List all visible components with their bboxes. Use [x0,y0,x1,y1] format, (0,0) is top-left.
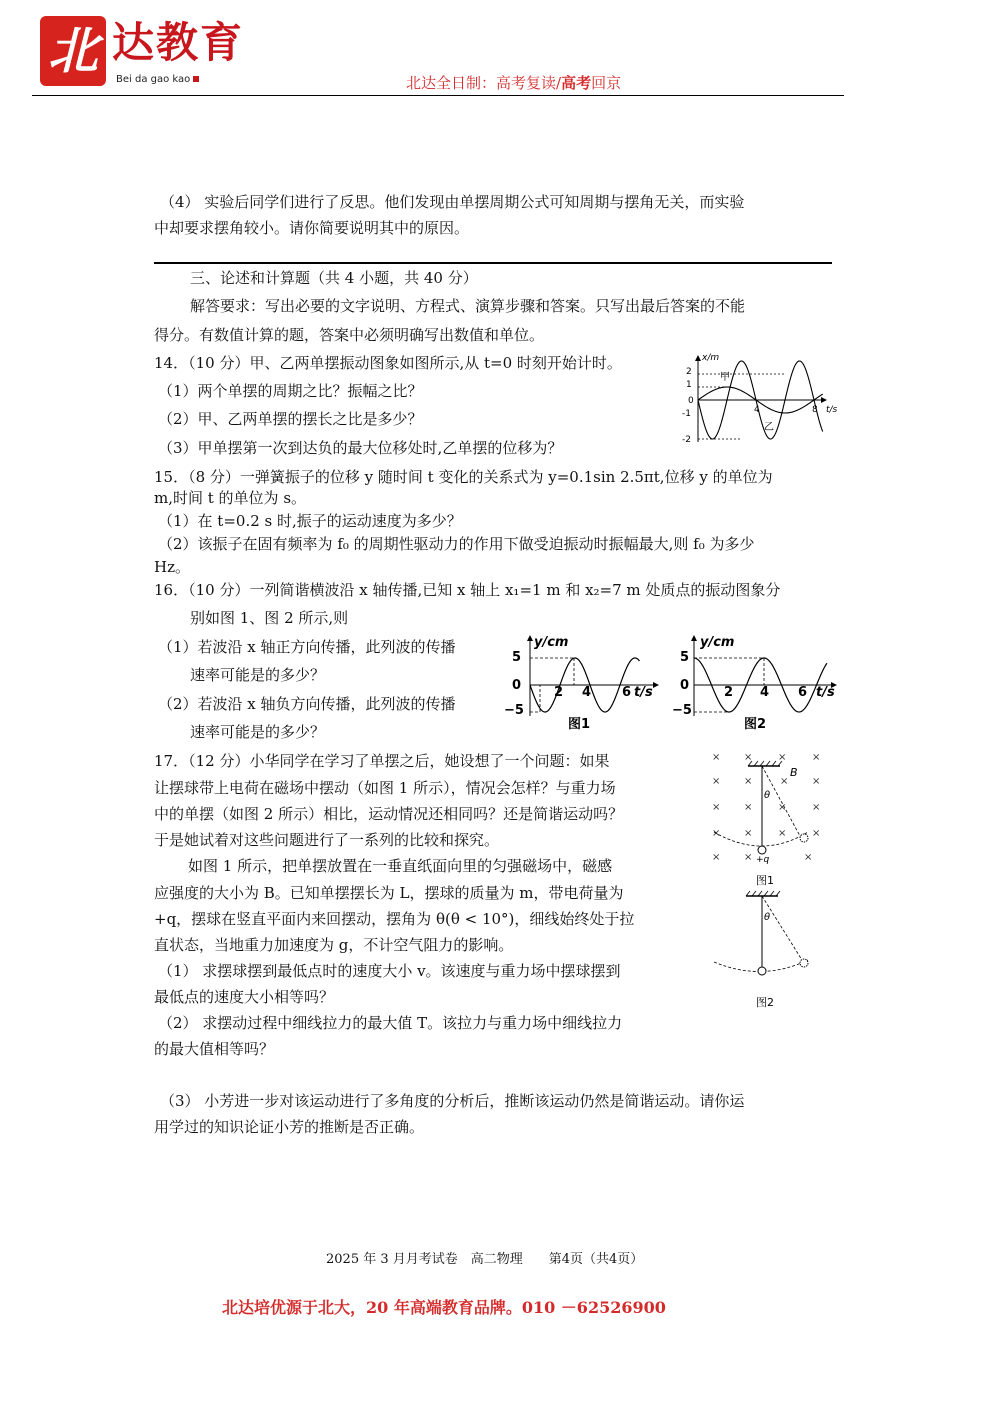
q14-label-a: 甲 [720,372,730,383]
q17-f2-caption: 图2 [756,996,774,1009]
q17-f2-bob-swing [800,959,808,967]
q16-part1b: 速率可能是的多少？ [190,666,326,684]
q17-line1: 17．（12 分）小华同学在学习了单摆之后，她设想了一个问题：如果 [154,752,610,770]
field-cross-mark: × [778,802,787,813]
logo-mark: 北 [40,16,106,86]
q17-part2b: 的最大值相等吗？ [154,1040,275,1058]
q16-f2-ytick-5: 5 [680,650,690,665]
q14-graph [676,350,836,450]
field-cross-mark: × [780,776,789,787]
q16-f1-ytick-0: 0 [512,678,522,693]
q17-part3a: （3） 小芳进一步对该运动进行了多角度的分析后，推断该运动仍然是简谐运动。请你运 [160,1092,745,1110]
q14-tick-y-0: 0 [688,396,694,406]
q17-part2a: （2） 求摆动过程中细线拉力的最大值 T。该拉力与重力场中细线拉力 [158,1014,623,1032]
q14-label-b: 乙 [764,422,774,433]
q17-line3: 中的单摆（如图 2 所示）相比，运动情况还相同吗？还是简谐运动吗？ [154,805,624,823]
q13-4-line2: 中却要求摆角较小。请你简要说明其中的原因。 [154,219,470,237]
footer-page-info: 2025 年 3 月月考试卷 高二物理 第4页（共4页） [326,1252,644,1267]
q14-tick-y-2: 2 [686,367,692,377]
q14-part1: （1）两个单摆的周期之比？振幅之比？ [158,382,423,400]
q14-y-label: x/m [702,353,720,363]
q17-f2-bob [758,967,766,975]
q16-f2-ytick-m5: −5 [672,703,692,718]
header-rule [32,95,844,96]
q14-part3: （3）甲单摆第一次到达负的最大位移处时,乙单摆的位移为？ [158,439,563,457]
q17-f1-bob [758,846,766,854]
field-cross-mark: × [744,802,753,813]
q15-line2: m,时间 t 的单位为 s。 [154,489,307,507]
q16-f2-x-label: t/s [816,685,835,700]
q16-f1-x-label: t/s [634,685,653,700]
field-cross-mark: × [778,752,787,763]
q16-f2-xtick-4: 4 [760,685,770,700]
q17-line8: 直状态，当地重力加速度为 g，不计空气阻力的影响。 [154,936,514,954]
q15-part1: （1）在 t=0.2 s 时,振子的运动速度为多少？ [158,512,462,530]
q17-line6: 应强度的大小为 B。已知单摆摆长为 L，摆球的质量为 m，带电荷量为 [154,884,624,902]
field-cross-mark: × [712,852,721,863]
q16-part2a: （2）若波沿 x 轴负方向传播，此列波的传播 [158,695,456,713]
q13-4-line1: （4） 实验后同学们进行了反思。他们发现由单摆周期公式可知周期与摆角无关，而实验 [160,193,745,211]
q14-tick-x-8: 8 [812,405,818,415]
q16-figure1 [500,630,664,734]
field-cross-mark: × [744,828,753,839]
field-cross-mark: × [712,828,721,839]
field-cross-mark: × [744,752,753,763]
q16-part1a: （1）若波沿 x 轴正方向传播，此列波的传播 [158,638,456,656]
field-cross-mark: × [744,776,753,787]
q16-figure2 [672,630,842,734]
q17-part1b: 最低点的速度大小相等吗？ [154,988,335,1006]
q16-f2-y-label: y/cm [700,635,735,650]
q17-f2-string-swing [762,896,802,960]
field-cross-mark: × [744,852,753,863]
q14-tick-y-m2: -2 [682,435,691,445]
q14-tick-y-m1: -1 [682,409,691,419]
field-cross-mark: × [712,802,721,813]
q16-f2-caption: 图2 [744,717,767,732]
q17-part3b: 用学过的知识论证小芳的推断是否正确。 [154,1118,425,1136]
q17-line2: 让摆球带上电荷在磁场中摆动（如图 1 所示），情况会怎样？与重力场 [154,779,616,797]
q15-part2a: （2）该振子在固有频率为 f₀ 的周期性驱动力的作用下做受迫振动时振幅最大,则 f₀ 为多少 [158,535,755,553]
section-divider [154,262,832,264]
q16-line1: 16．（10 分）一列简谐横波沿 x 轴传播,已知 x 轴上 x₁=1 m 和 x₂=7 m 处质点的振动图象分 [154,581,781,599]
field-cross-mark: × [812,752,821,763]
q16-f1-xtick-4: 4 [582,685,592,700]
q15-part2b: Hz。 [154,558,190,576]
q16-f2-ytick-0: 0 [680,678,690,693]
q17-f1-angle: θ [764,790,771,801]
q14-stem: 14．（10 分）甲、乙两单摆振动图象如图所示,从 t=0 时刻开始计时。 [154,354,622,372]
q17-f1-charge: +q [756,855,770,865]
q17-f1-arc [714,832,808,846]
q16-line2: 别如图 1、图 2 所示,则 [190,609,349,627]
q16-f1-xtick-2: 2 [554,685,564,700]
q17-f1-caption: 图1 [756,874,774,887]
q17-part1a: （1） 求摆球摆到最低点时的速度大小 v。该速度与重力场中摆球摆到 [158,962,621,980]
logo-subtitle: Bei da gao kao [116,74,199,85]
field-cross-mark: × [804,852,813,863]
q16-f1-caption: 图1 [568,717,591,732]
q16-f2-xtick-2: 2 [724,685,734,700]
q14-part2: （2）甲、乙两单摆的摆长之比是多少？ [158,410,423,428]
q17-line5: 如图 1 所示，把单摆放置在一垂直纸面向里的匀强磁场中，磁感 [188,857,613,875]
section3-req1: 解答要求：写出必要的文字说明、方程式、演算步骤和答案。只写出最后答案的不能 [190,297,746,315]
q17-line7: +q，摆球在竖直平面内来回摆动，摆角为 θ(θ < 10°)，细线始终处于拉 [154,910,635,928]
q17-line4: 于是她试着对这些问题进行了一系列的比较和探究。 [154,831,500,849]
q17-f1-field-label: B [790,766,798,779]
header-slogan: 北达全日制：高考复读/高考回京 [406,74,622,92]
field-cross-mark: × [812,828,821,839]
q15-line1: 15．（8 分）一弹簧振子的位移 y 随时间 t 变化的关系式为 y=0.1sin 2.5πt,位移 y 的单位为 [154,468,773,486]
q16-f1-xtick-6: 6 [622,685,632,700]
q17-figures [704,748,836,1014]
q17-f2-angle: θ [764,912,771,923]
q16-f1-ytick-5: 5 [512,650,522,665]
field-cross-mark: × [778,828,787,839]
field-cross-mark: × [712,776,721,787]
section3-req2: 得分。有数值计算的题，答案中必须明确写出数值和单位。 [154,326,545,344]
q14-x-label: t/s [826,405,838,415]
q14-tick-y-1: 1 [686,380,692,390]
q16-f1-y-label: y/cm [534,635,569,650]
q16-f2-xtick-6: 6 [798,685,808,700]
field-cross-mark: × [812,802,821,813]
q14-tick-x-4: 4 [754,405,760,415]
magnetic-field-crosses [712,752,820,863]
q16-f1-ytick-m5: −5 [504,703,524,718]
q16-part2b: 速率可能是的多少？ [190,723,326,741]
q17-f1-bob-swing [800,834,808,842]
section3-title: 三、论述和计算题（共 4 小题，共 40 分） [190,269,478,287]
footer-promo: 北达培优源于北大，20 年高端教育品牌。010 －62526900 [222,1298,666,1317]
field-cross-mark: × [812,776,821,787]
field-cross-mark: × [712,752,721,763]
logo-text: 达教育 [112,18,245,67]
